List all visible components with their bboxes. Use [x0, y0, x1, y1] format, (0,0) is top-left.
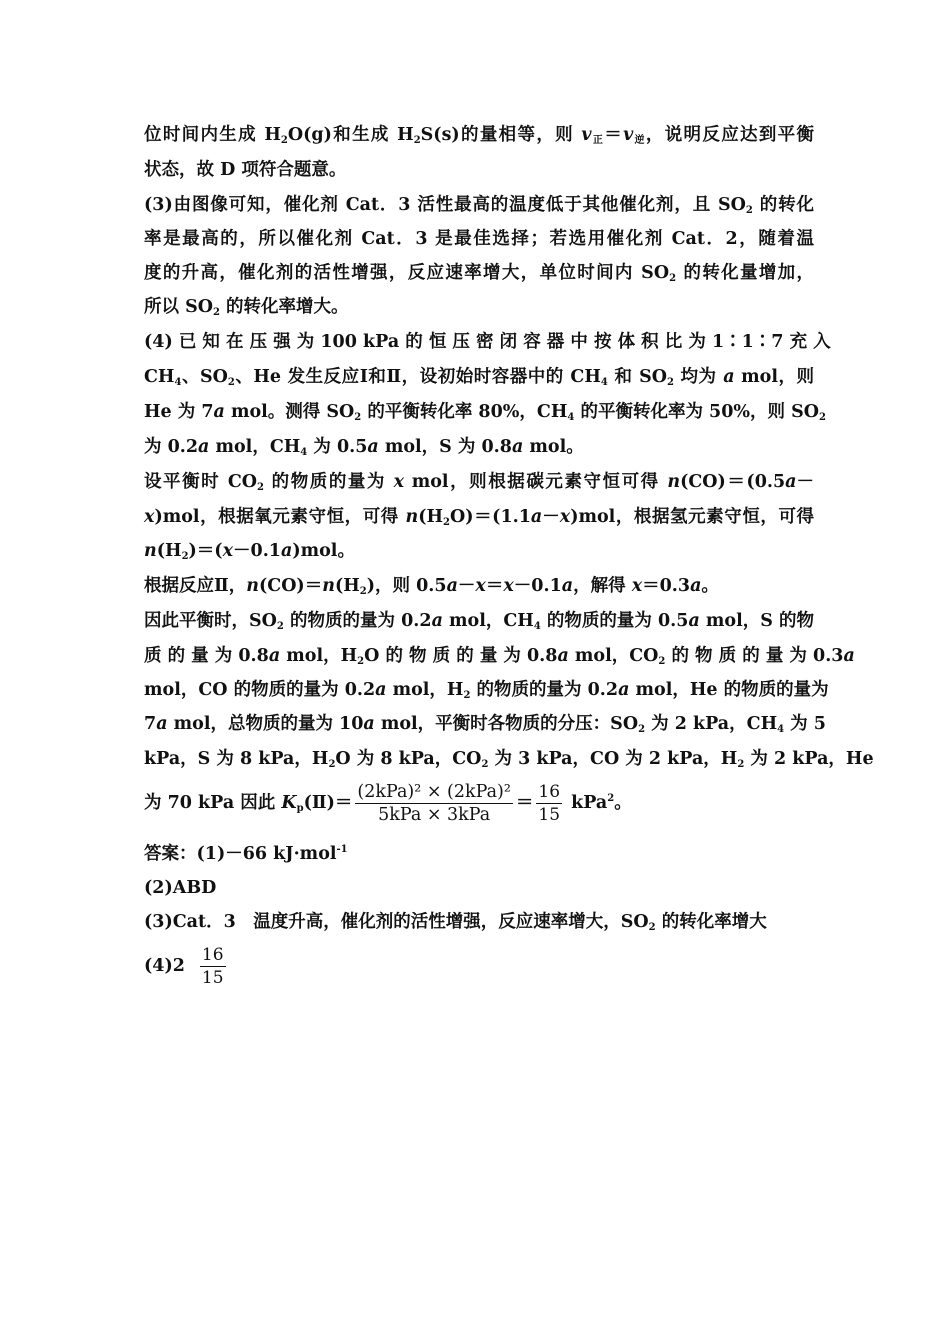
para-3-line-1: (3)由图像可知，催化剂 Cat．3 活性最高的温度低于其他催化剂，且 $SO_2$ 的转化	[144, 195, 815, 216]
para-7-line-1: 因此平衡时，$SO_2$ 的物质的量为 0.2a mol，$CH_4$ 的物质的量为 0.5a mol，S 的物	[144, 611, 814, 632]
answer-line-3: (3)Cat．3 温度升高，催化剂的活性增强，反应速率增大，$SO_2$ 的转化率增大	[144, 912, 767, 933]
answer-line-1: 答案：(1)－66 kJ·mol$^{-1}$	[144, 844, 348, 864]
para-4-line-2: $CH_4$、$SO_2$、He 发生反应Ⅰ和Ⅱ，设初始时容器中的 $CH_4$ 和 $SO_2$ 均为 a mol，则	[144, 367, 815, 388]
para-7-line-4: 7a mol，总物质的量为 10a mol，平衡时各物质的分压：$SO_2$ 为 2 kPa，$CH_4$ 为 5	[144, 714, 826, 735]
para-a-line-2: 状态，故 D 项符合题意。	[144, 160, 347, 180]
kp-value-fraction	[536, 781, 562, 826]
para-3-line-3: 度的升高，催化剂的活性增强，反应速率增大，单位时间内 $SO_2$ 的转化量增加，	[144, 263, 814, 284]
para-5-line-3: $n(H_2)=(x-0.1a)mol$。	[144, 541, 355, 562]
para-7-line-6-kp: 为 70 kPa 因此 $K_p(Ⅱ)=$ $\frac{\text{(2kPa)² × (2kPa)²}}{\text{5kPa × 3kPa}}$ ＝ $\frac{16}{15}$ kPa$^2$。	[144, 782, 632, 825]
para-3-line-4: 所以 $SO_2$ 的转化率增大。	[144, 297, 349, 318]
para-7-line-3: mol，CO 的物质的量为 0.2a mol，$H_2$ 的物质的量为 0.2a mol，He 的物质的量为	[144, 680, 829, 701]
answer-4-fraction	[200, 944, 226, 989]
kp-fraction-numerator: (2kPa)² × (2kPa)²	[357, 782, 511, 802]
para-7-line-2: 质 的 量 为 0.8a mol，$H_2O$ 的 物 质 的 量 为 0.8a mol，$CO_2$ 的 物 质 的 量 为 0.3a	[144, 646, 855, 667]
para-6-line-1: 根据反应Ⅱ，$n(CO)=n(H_2)$，则 0.5a－x＝x－0.1a，解得 x＝0.3a。	[144, 576, 719, 597]
answer-4-denominator: 15	[201, 968, 224, 988]
answer-line-2: (2)ABD	[144, 878, 217, 898]
kp-fraction	[355, 781, 512, 826]
kp-value-denominator: 15	[538, 805, 561, 825]
para-4-line-4: 为 0.2a mol，$CH_4$ 为 0.5a mol，S 为 0.8a mol。	[144, 437, 584, 458]
para-4-line-1: (4) 已 知 在 压 强 为 100 kPa 的 恒 压 密 闭 容 器 中 按 体 积 比 为 1∶1∶7 充 入	[144, 332, 831, 352]
para-5-line-1: 设平衡时 $CO_2$ 的物质的量为 x mol，则根据碳元素守恒可得 n(CO)＝(0.5a－	[144, 472, 815, 493]
para-3-line-2: 率是最高的，所以催化剂 Cat．3 是最佳选择；若选用催化剂 Cat．2，随着温	[144, 229, 814, 249]
para-4-line-3: He 为 7a mol。测得 $SO_2$ 的平衡转化率 80%，$CH_4$ 的平衡转化率为 50%，则 $SO_2$	[144, 402, 826, 423]
kp-value-numerator: 16	[538, 782, 561, 802]
answer-4-numerator: 16	[201, 945, 224, 965]
para-a-line-1: 位时间内生成 $H_2O(g)$和生成 $H_2S(s)$的量相等，则 $v_正=v_逆$，说明反应达到平衡	[144, 125, 814, 146]
answer-line-4: (4)2 $\frac{16}{15}$	[144, 945, 224, 988]
para-7-line-5: kPa，S 为 8 kPa，$H_2O$ 为 8 kPa，$CO_2$ 为 3 kPa，CO 为 2 kPa，$H_2$ 为 2 kPa，He	[144, 749, 874, 770]
kp-fraction-denominator: 5kPa × 3kPa	[378, 805, 491, 825]
para-5-line-2: x)mol，根据氧元素守恒，可得 $n(H_2O)=(1.1a-x)mol$，根据氢元素守恒，可得	[144, 507, 815, 528]
